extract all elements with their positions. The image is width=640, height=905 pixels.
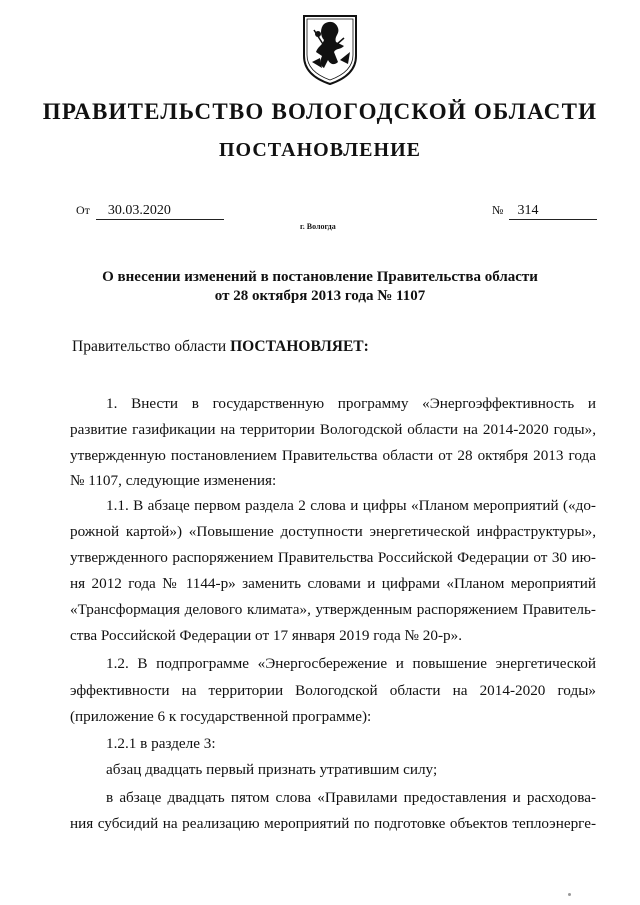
body-line: ства Российской Федерации от 17 января 2019 года № 20-р». xyxy=(70,627,463,644)
document-subject xyxy=(0,268,640,306)
body-line: «Трансформация делового климата», утвержденным распоряжением Правитель- xyxy=(70,601,596,618)
body-line: абзац двадцать первый признать утратившим силу; xyxy=(106,761,438,778)
subject-line-2: от 28 октября 2013 года № 1107 xyxy=(214,288,426,304)
body-line: рожной картой») «Повышение доступности энергетической инфраструктуры», xyxy=(70,523,596,540)
date-prefix: От xyxy=(76,203,90,217)
page-marker xyxy=(568,893,571,896)
coat-of-arms-icon xyxy=(300,12,360,86)
body-line: в абзаце двадцать пятом слова «Правилами предоставления и расходова- xyxy=(106,789,596,806)
subject-line-1: О внесении изменений в постановление Правительства области xyxy=(102,269,538,285)
preamble-decree: ПОСТАНОВЛЯЕТ: xyxy=(230,338,369,355)
preamble-text: Правительство области xyxy=(72,338,231,355)
body-line: (приложение 6 к государственной программе): xyxy=(70,708,372,725)
body-line: № 1107, следующие изменения: xyxy=(70,472,277,489)
body-line: 1.2. В подпрограмме «Энергосбережение и повышение энергетической xyxy=(106,655,596,672)
city-label: г. Вологда xyxy=(300,222,336,231)
date-value: 30.03.2020 xyxy=(96,203,224,220)
preamble xyxy=(72,337,369,357)
body-line: 1.2.1 в разделе 3: xyxy=(106,735,216,752)
document-type: ПОСТАНОВЛЕНИЕ xyxy=(219,139,421,161)
body-line: развитие газификации на территории Вологодской области на 2014-2020 годы», xyxy=(70,421,596,438)
date-field xyxy=(76,203,224,220)
body-line: эффективности на территории Вологодской области на 2014-2020 годы» xyxy=(70,682,596,699)
number-prefix: № xyxy=(492,203,504,217)
number-field xyxy=(492,203,597,220)
body-line: 1.1. В абзаце первом раздела 2 слова и цифры «Планом мероприятий («до- xyxy=(106,497,596,514)
body-line: утвержденную постановлением Правительства области от 28 октября 2013 года xyxy=(70,447,596,464)
body-line: ния субсидий на реализацию мероприятий по подготовке объектов теплоэнерге- xyxy=(70,815,596,832)
government-title: ПРАВИТЕЛЬСТВО ВОЛОГОДСКОЙ ОБЛАСТИ xyxy=(42,99,598,124)
body-line: ня 2012 года № 1144-р» заменить словами и цифрами «Планом мероприятий xyxy=(70,575,596,592)
body-line: 1. Внести в государственную программу «Энергоэффективность и xyxy=(106,395,596,412)
number-value: 314 xyxy=(509,203,597,220)
body-line: утвержденного распоряжением Правительства Российской Федерации от 30 ию- xyxy=(70,549,596,566)
